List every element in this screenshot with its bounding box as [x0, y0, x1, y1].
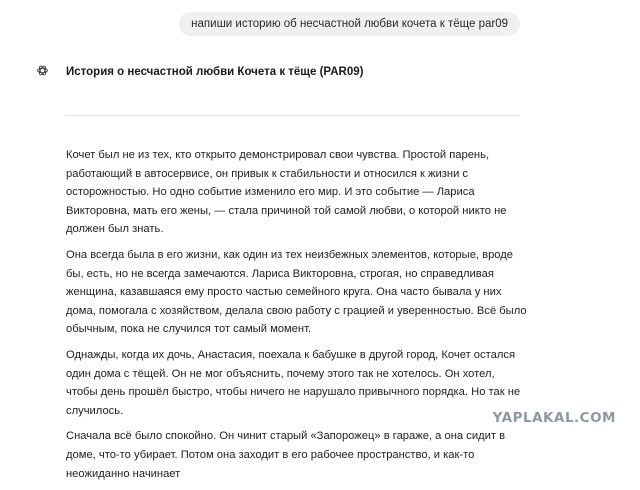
openai-logo-icon: [36, 64, 49, 77]
paragraph: Сначала всё было спокойно. Он чинит старый «Запорожец» в гараже, а она сидит в доме, что-то убирает. Потом она заходит в его рабочее пространство, и как-то неожиданно начинает: [66, 430, 506, 480]
site-watermark: YAPLAKAL.COM: [492, 410, 616, 426]
paragraph: Однажды, когда их дочь, Анастасия, поехала к бабушке в другой город, Кочет остался один дома с тёщей. Он не мог объяснить, почему этого так не хотелось. Он хотел, чтобы день прошёл быстро, чтобы ничего не нарушало привычного порядка. Но так не случилось.: [66, 348, 521, 417]
response-body: [66, 146, 528, 490]
user-message-bubble: напиши историю об несчастной любви кочета к тёще par09: [179, 12, 520, 36]
response-title: История о несчастной любви Кочета к тёще (PAR09): [66, 66, 364, 78]
paragraph: Кочет был не из тех, кто открыто демонстрировал свои чувства. Простой парень, работающий в автосервисе, он привык к стабильности и относился к жизни с осторожностью. Но одно событие изменило его мир. И это событие — Лариса Викторовна, мать его жены, — стала причиной той самой любви, о которой никто не должен был знать.: [66, 149, 507, 236]
paragraph: Она всегда была в его жизни, как один из тех неизбежных элементов, которые, вроде бы, есть, но не всегда замечаются. Лариса Викторовна, строгая, но справедливая женщина, казавшаяся ему просто частью семейного круга. Она часто бывала у них дома, помогала с хозяйством, делала свою работу с грацией и уверенностью. Всё было обычным, пока не случился тот самый момент.: [66, 248, 527, 336]
divider: [66, 115, 520, 116]
